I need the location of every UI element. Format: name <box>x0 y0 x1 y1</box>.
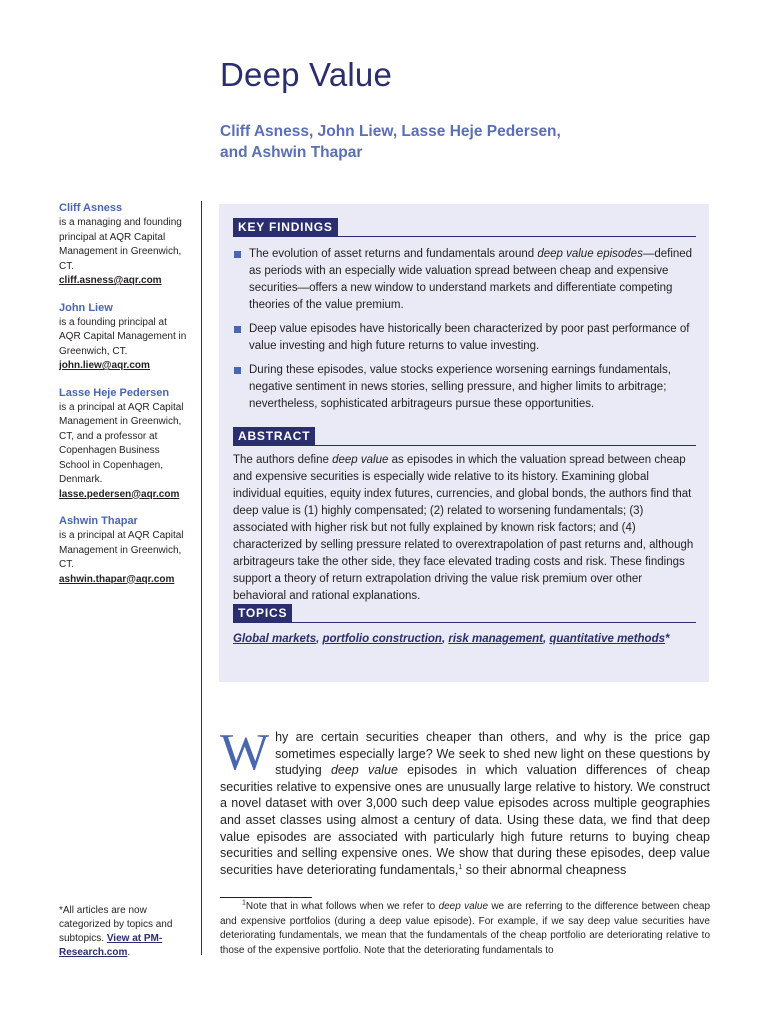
abstract-text <box>233 452 696 605</box>
bullet-text: The evolution of asset returns and fundamentals around <box>249 248 538 260</box>
author-line: Cliff Asness, John Liew, Lasse Heje Pedersen, <box>220 123 561 140</box>
key-findings-list <box>233 246 696 413</box>
author-bio: is a principal at AQR Capital Management in Greenwich, CT. <box>59 530 184 570</box>
footnote-emphasis: deep value <box>438 901 489 912</box>
topic-separator: , <box>441 633 449 645</box>
body-emphasis: deep value <box>330 763 398 778</box>
author-email-link[interactable]: ashwin.thapar@aqr.com <box>59 573 175 585</box>
pm-research-link[interactable]: View at PM-Research.com <box>59 933 163 958</box>
bullet-square-icon <box>234 326 241 333</box>
topic-separator: , <box>316 633 323 645</box>
article-title: Deep Value <box>220 56 393 93</box>
author-name: Ashwin Thapar <box>59 515 138 527</box>
author-bio-block <box>59 201 189 289</box>
topic-link[interactable]: Global markets <box>233 633 317 645</box>
author-bio: is a principal at AQR Capital Management in Greenwich, CT, and a professor at Copenhagen Business School in Copenhagen, Denmark. <box>59 401 184 485</box>
footnote-part: Note that in what follows when we refer to <box>245 901 439 912</box>
bullet-square-icon <box>234 367 241 374</box>
list-item <box>233 246 696 314</box>
topics-section <box>233 604 696 648</box>
topics-line <box>233 631 696 648</box>
topics-label: TOPICS <box>233 604 292 622</box>
bullet-text: —defined as periods with an especially wide valuation spread between cheap and expensive securities—offers a new window to understand markets and differentiate competing theories of the value premium. <box>249 248 693 311</box>
bullet-square-icon <box>234 251 241 258</box>
drop-cap: W <box>220 724 270 781</box>
body-part: hy are certain securities cheaper than others, and why is the price gap sometimes especially large? We seek to shed new light on these questions by studying <box>275 730 710 778</box>
author-bio: is a managing and founding principal at AQR Capital Management in Greenwich, CT. <box>59 217 182 272</box>
author-name: John Liew <box>59 301 113 314</box>
abstract-label: ABSTRACT <box>233 427 315 445</box>
author-email-link[interactable]: cliff.asness@aqr.com <box>59 275 162 286</box>
topics-note <box>59 904 189 960</box>
topic-separator: , <box>542 633 550 645</box>
column-divider <box>201 201 202 955</box>
abstract-part: as episodes in which the valuation spread between cheap and expensive securities is especially wide relative to its history. Examining global individual equities, equity index futures, currencies, and global bonds, the authors find that deep value is (1) highly compensated; (2) related to worsening fundamentals; (3) associated with higher risk but not fully explained by known risk factors; and (4) characterized by selling pressure related to overextrapolation of past returns and, although arbitrageurs take the other side, they face elevated trading costs and risk. These findings support a theory of return extrapolation driving the value risk premium over other behavioral and rational explanations. <box>233 454 694 602</box>
abstract-part: The authors define <box>233 454 333 466</box>
list-item <box>233 362 696 413</box>
footnote-rule <box>220 897 312 898</box>
abstract-emphasis: deep value <box>332 454 389 466</box>
author-list <box>220 121 700 163</box>
footnote <box>220 900 710 958</box>
footnote-mark: 1 <box>242 899 246 907</box>
author-email-link[interactable]: john.liew@aqr.com <box>59 360 150 371</box>
bullet-emphasis: deep value episodes <box>537 248 643 260</box>
footnote-part: we are referring to the difference between cheap and expensive portfolios (during a deep value episode). For example, if we say deep value securities have deteriorating fundamentals, we mean that the fundamentals of the cheap portfolio are deteriorating relative to those of the expensive portfolio. Note that the deteriorating fundamentals to <box>220 901 711 956</box>
author-bio-block <box>59 386 189 503</box>
section-header <box>233 427 696 446</box>
abstract-section <box>233 427 696 605</box>
topic-link[interactable]: quantitative methods <box>549 633 665 645</box>
section-header <box>233 604 696 623</box>
topics-note-end: . <box>127 947 131 958</box>
topic-link[interactable]: portfolio construction <box>322 633 442 645</box>
topics-suffix: * <box>665 633 670 645</box>
author-line: and Ashwin Thapar <box>220 144 363 161</box>
body-part: episodes in which valuation differences of cheap securities relative to expensive ones are unusually large relative to history. We construct a novel dataset with over 3,000 such deep value episodes across multiple geographies and asset classes using almost a century of data. Using these data, we find that deep value episodes are associated with particularly high future returns to buying cheap securities and selling expensive ones. We show that during these episodes, deep value securities have deteriorating fundamentals, <box>220 763 710 877</box>
author-bio-block <box>59 514 189 587</box>
footnote-ref[interactable]: 1 <box>458 863 463 871</box>
topic-link[interactable]: risk management <box>448 633 543 645</box>
author-name: Lasse Heje Pedersen <box>59 386 170 399</box>
author-bio: is a founding principal at AQR Capital Management in Greenwich, CT. <box>59 316 187 357</box>
bullet-text: Deep value episodes have historically been characterized by poor past performance of value investing and high future returns to value investing. <box>249 323 690 352</box>
topics-note-text: *All articles are now categorized by topics and subtopics. <box>59 905 173 944</box>
author-bio-block <box>59 301 189 374</box>
section-header <box>233 218 696 237</box>
author-sidebar <box>59 201 189 599</box>
bullet-text: During these episodes, value stocks experience worsening earnings fundamentals, negative sentiment in news stories, selling pressure, and higher limits to arbitrage; nevertheless, sophisticated arbitrageurs pursue these opportunities. <box>249 364 671 410</box>
key-findings-label: KEY FINDINGS <box>233 218 338 236</box>
body-part: so their abnormal cheapness <box>462 862 627 877</box>
author-email-link[interactable]: lasse.pedersen@aqr.com <box>59 488 180 500</box>
author-name: Cliff Asness <box>59 202 123 214</box>
key-findings-section <box>233 218 696 420</box>
body-paragraph <box>220 724 710 878</box>
list-item <box>233 321 696 355</box>
